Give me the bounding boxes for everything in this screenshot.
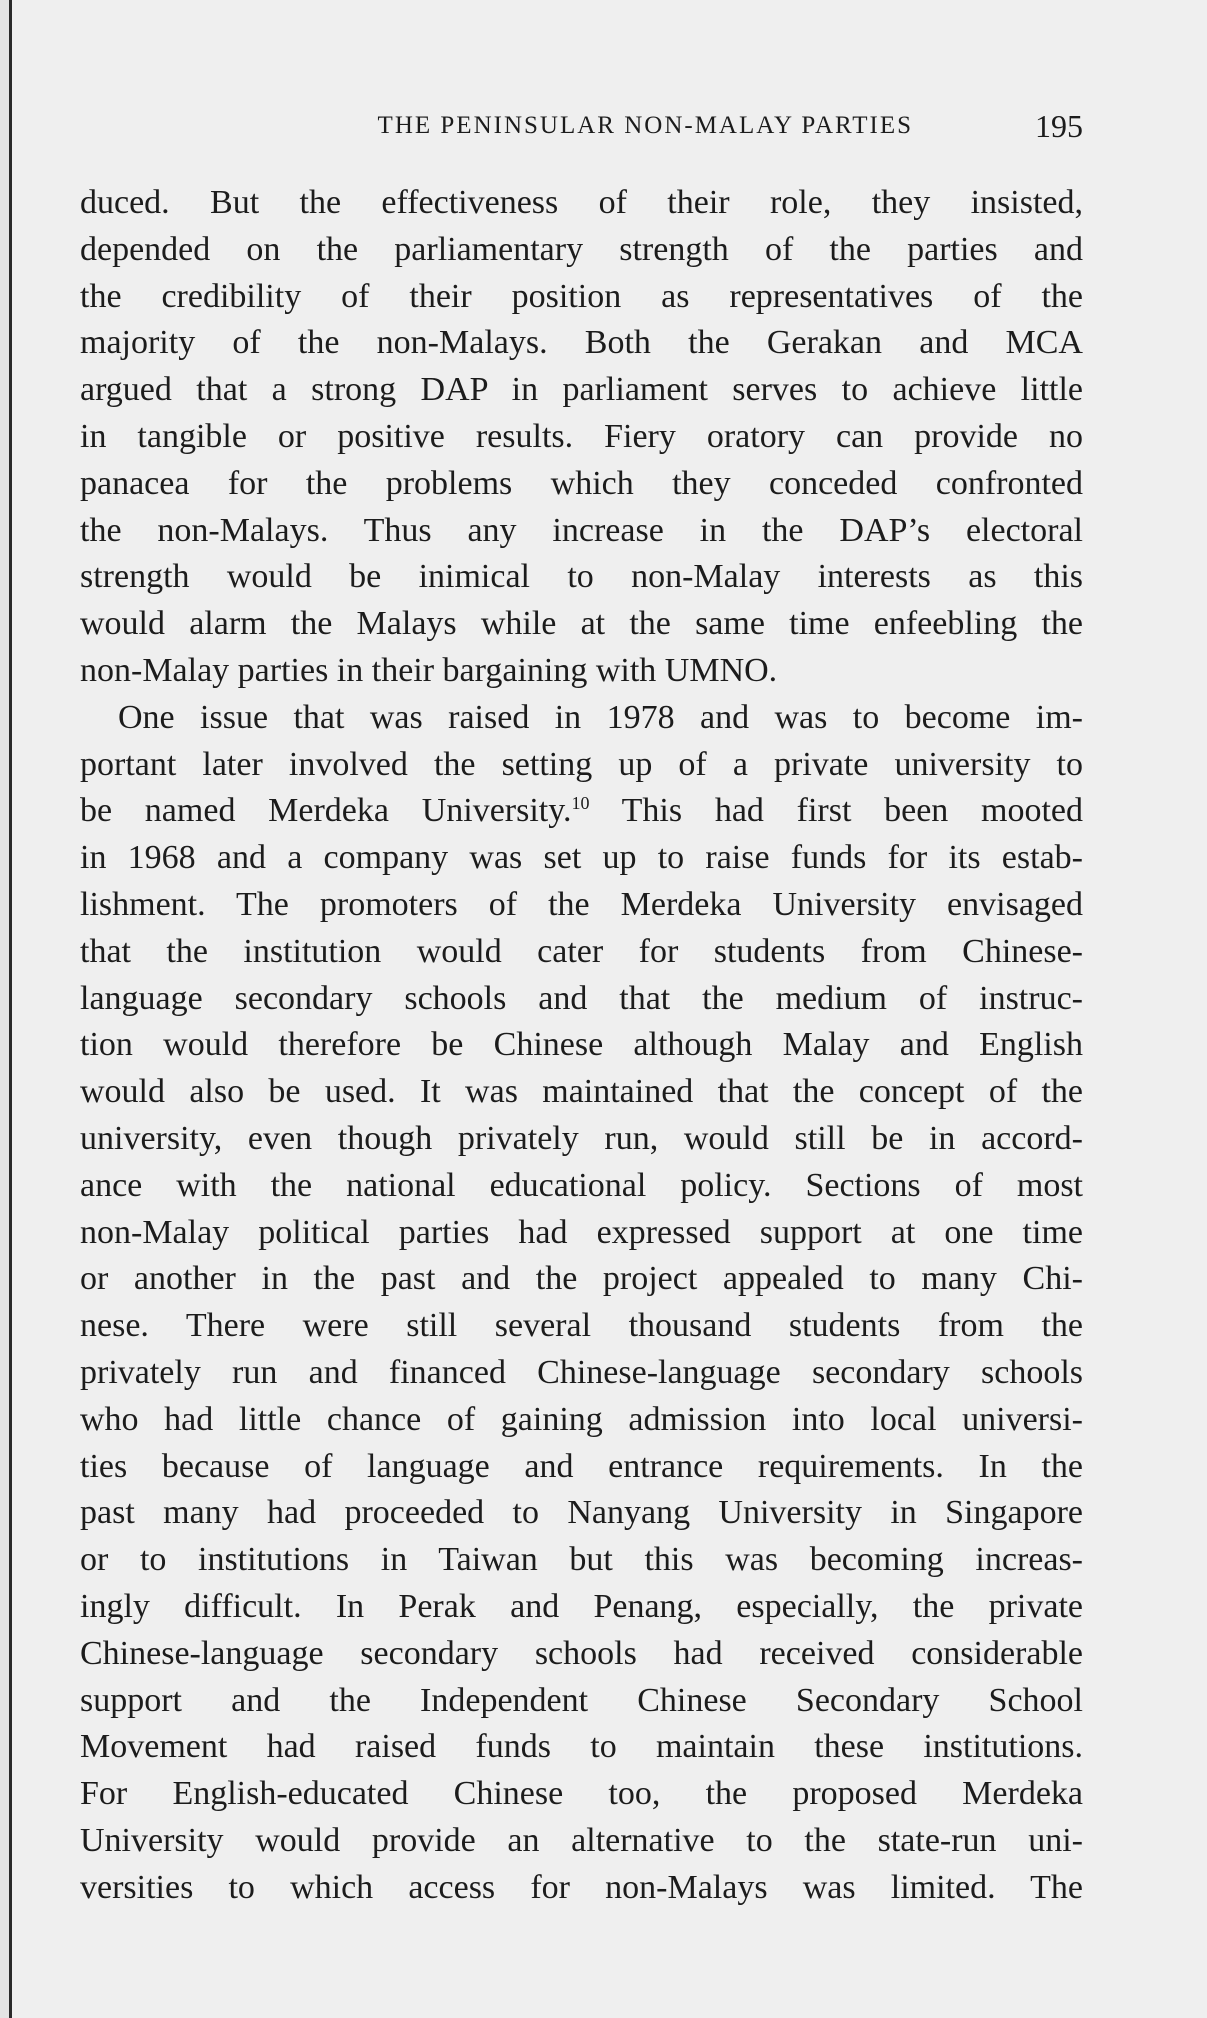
text-line: One issue that was raised in 1978 and was to become im- (118, 698, 1083, 736)
text-line: in 1968 and a company was set up to raise funds for its estab- (80, 839, 1083, 877)
text-line: or another in the past and the project appealed to many Chi- (80, 1260, 1083, 1298)
text-line: ties because of language and entrance requirements. In the (80, 1447, 1083, 1485)
text-line: the credibility of their position as representatives of the (80, 277, 1083, 315)
text-line: support and the Independent Chinese Secondary School (80, 1681, 1083, 1719)
text-line: in tangible or positive results. Fiery oratory can provide no (80, 417, 1083, 455)
text-line: who had little chance of gaining admission into local universi- (80, 1400, 1083, 1438)
text-line: versities to which access for non-Malays was limited. The (80, 1868, 1083, 1906)
text-line: University would provide an alternative to the state-run uni- (80, 1821, 1083, 1859)
text-line: language secondary schools and that the medium of instruc- (80, 979, 1083, 1017)
book-gutter-line (9, 0, 12, 2018)
text-line: Movement had raised funds to maintain these institutions. (80, 1728, 1083, 1766)
text-line: that the institution would cater for students from Chinese- (80, 932, 1083, 970)
text-line: past many had proceeded to Nanyang University in Singapore (80, 1494, 1083, 1532)
running-title: THE PENINSULAR NON-MALAY PARTIES (377, 112, 913, 139)
text-line-with-footnote (80, 788, 1083, 835)
text-line: Chinese-language secondary schools had received considerable (80, 1634, 1083, 1672)
text-line: strength would be inimical to non-Malay interests as this (80, 558, 1083, 596)
text-line: panacea for the problems which they conceded confronted (80, 464, 1083, 502)
text-line: privately run and financed Chinese-language secondary schools (80, 1353, 1083, 1391)
text-line: non-Malay parties in their bargaining with UMNO. (80, 651, 778, 689)
text-line: non-Malay political parties had expressed support at one time (80, 1213, 1083, 1251)
text-line: ance with the national educational policy. Sections of most (80, 1166, 1083, 1204)
text-line: depended on the parliamentary strength of the parties and (80, 230, 1083, 268)
text-segment: This had first been mooted (589, 792, 1084, 830)
text-line: would also be used. It was maintained that the concept of the (80, 1073, 1083, 1111)
text-segment: be named Merdeka University. (80, 792, 572, 830)
text-line: majority of the non-Malays. Both the Gerakan and MCA (80, 324, 1083, 362)
page-header (80, 108, 1083, 148)
text-line: the non-Malays. Thus any increase in the DAP’s electoral (80, 511, 1083, 549)
text-line: ingly difficult. In Perak and Penang, especially, the private (80, 1587, 1083, 1625)
footnote-reference[interactable]: 10 (571, 793, 590, 814)
text-line: portant later involved the setting up of a private university to (80, 745, 1083, 783)
text-line: tion would therefore be Chinese although Malay and English (80, 1026, 1083, 1064)
text-line: duced. But the effectiveness of their role, they insisted, (80, 184, 1083, 221)
page-edge (0, 0, 9, 2018)
page-number: 195 (1035, 108, 1083, 144)
text-line: or to institutions in Taiwan but this was becoming increas- (80, 1541, 1083, 1579)
text-line: university, even though privately run, would still be in accord- (80, 1119, 1083, 1157)
text-line: nese. There were still several thousand students from the (80, 1307, 1083, 1345)
text-line: would alarm the Malays while at the same time enfeebling the (80, 605, 1083, 643)
text-line: For English-educated Chinese too, the proposed Merdeka (80, 1775, 1083, 1813)
text-line: lishment. The promoters of the Merdeka University envisaged (80, 885, 1083, 923)
text-line: argued that a strong DAP in parliament serves to achieve little (80, 371, 1083, 409)
body-text (80, 180, 1083, 1911)
